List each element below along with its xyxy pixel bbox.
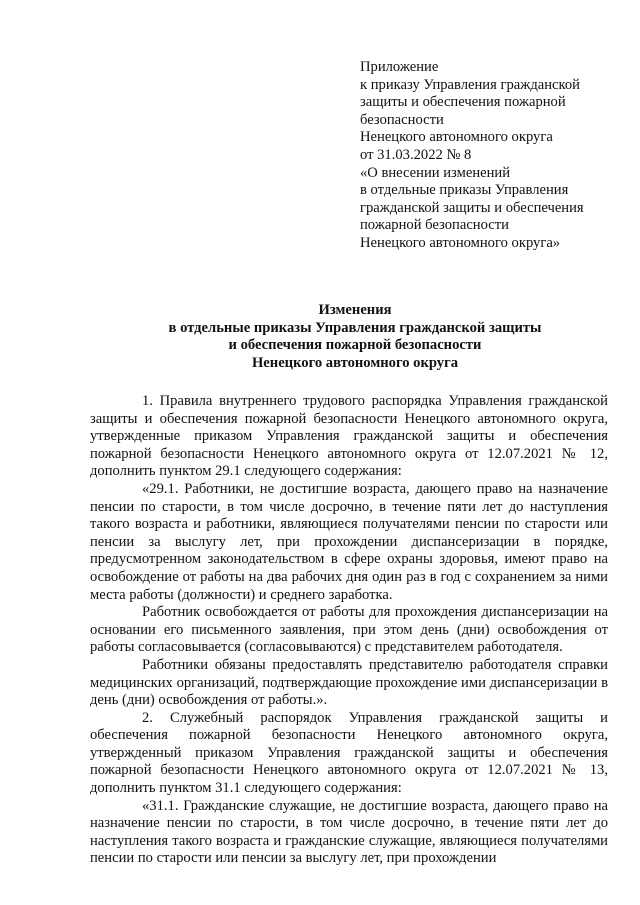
appendix-line: пожарной безопасности xyxy=(360,217,509,234)
paragraph: Работник освобождается от работы для прохождения диспансеризации на основании его письменного заявления, при этом день (дни) освобождения от работы согласовывается (согласовываются) с представителем работодателя. xyxy=(90,604,608,656)
document-title xyxy=(90,302,620,372)
appendix-line: Ненецкого автономного округа» xyxy=(360,234,561,251)
title-line: в отдельные приказы Управления гражданской защиты xyxy=(168,319,542,336)
document-body xyxy=(90,393,608,868)
paragraph: 2. Служебный распорядок Управления гражданской защиты и обеспечения пожарной безопасности Ненецкого автономного округа, утвержденный приказом Управления гражданской защиты и обеспечения пожарной безопасности Ненецкого автономного округа от 12.07.2021 № 13, дополнить пунктом 31.1 следующего содержания: xyxy=(90,709,608,797)
paragraph: «29.1. Работники, не достигшие возраста, дающего право на назначение пенсии по старости, в том числе досрочно, в течение пяти лет до наступления такого возраста и работники, являющиеся получателями пенсии по старости или пенсии за выслугу лет, при прохождении диспансеризации в порядке, предусмотренном законодательством в сфере охраны здоровья, имеют право на освобождение от работы на два рабочих дня один раз в год с сохранением за ними места работы (должности) и среднего заработка. xyxy=(90,480,608,603)
appendix-line: «О внесении изменений xyxy=(360,164,511,181)
appendix-line: в отдельные приказы Управления xyxy=(360,182,569,199)
paragraph: 1. Правила внутреннего трудового распорядка Управления гражданской защиты и обеспечения пожарной безопасности Ненецкого автономного округа, утвержденные приказом Управления гражданской защиты и обеспечения пожарной безопасности Ненецкого автономного округа от 12.07.2021 № 12, дополнить пунктом 29.1 следующего содержания: xyxy=(90,393,608,480)
appendix-line: Приложение xyxy=(360,59,439,75)
title-line: Изменения xyxy=(318,302,392,318)
appendix-line: Ненецкого автономного округа xyxy=(360,129,553,146)
title-line: и обеспечения пожарной безопасности xyxy=(228,337,482,354)
title-line: Ненецкого автономного округа xyxy=(251,354,459,371)
appendix-line: защиты и обеспечения пожарной xyxy=(360,94,566,111)
appendix-block xyxy=(360,59,630,253)
appendix-line: от 31.03.2022 № 8 xyxy=(360,146,472,163)
paragraph: «31.1. Гражданские служащие, не достигшие возраста, дающего право на назначение пенсии по старости, в том числе досрочно, в течение пяти лет до наступления такого возраста и гражданские служащие, являющиеся получателями пенсии по старости или пенсии за выслугу лет, при прохождении xyxy=(90,797,608,867)
appendix-line: к приказу Управления гражданской xyxy=(360,76,580,93)
appendix-line: гражданской защиты и обеспечения xyxy=(360,199,584,216)
appendix-line: безопасности xyxy=(360,111,444,128)
paragraph: Работники обязаны предоставлять представителю работодателя справки медицинских организаций, подтверждающие прохождение ими диспансеризации в день (дни) освобождения от работы.». xyxy=(90,656,608,709)
